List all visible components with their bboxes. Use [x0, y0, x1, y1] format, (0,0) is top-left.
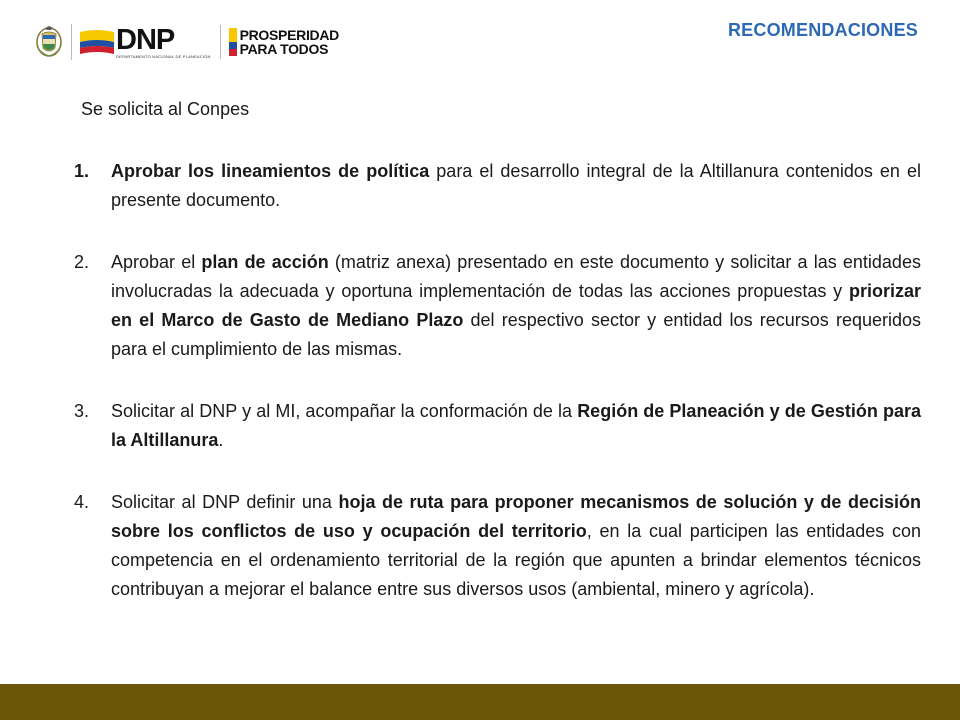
dnp-logo [80, 25, 221, 59]
section-title: RECOMENDACIONES [727, 20, 918, 40]
prosperidad-flag-icon [229, 28, 237, 56]
item-number: 2. [74, 252, 90, 272]
coat-of-arms-icon [33, 24, 65, 60]
item-text [111, 248, 921, 364]
item-plain: Aprobar el [111, 252, 202, 272]
item-number: 4. [74, 492, 90, 512]
prosperidad-line-2: PARA TODOS [239, 41, 329, 57]
item-bold: hoja de ruta para proponer mecanismos de solución y de decisión sobre los conflictos de uso y ocupación del territorio [111, 492, 921, 541]
prosperidad-logo [229, 28, 339, 56]
item-text [111, 397, 921, 455]
item-bold: plan de acción [201, 252, 329, 272]
item-plain: Solicitar al DNP definir una [111, 492, 339, 512]
item-plain: Solicitar al DNP y al MI, acompañar la conformación de la [111, 401, 578, 421]
logo-divider [71, 24, 72, 60]
dnp-subtitle: DEPARTAMENTO NACIONAL DE PLANEACIÓN [116, 53, 211, 59]
list-item [74, 157, 921, 215]
item-plain: , en la cual participen las entidades con competencia en el ordenamiento territorial de la región que apunten a brindar elementos técnicos contribuyan a mejorar el balance entre sus diversos usos (ambiental, minero y agrícola). [111, 521, 922, 599]
intro-text: Se solicita al Conpes [81, 99, 250, 119]
item-text [111, 488, 921, 604]
header-logos [33, 22, 339, 62]
prosperidad-line-1: PROSPERIDAD [239, 27, 339, 43]
colombia-flag-icon [80, 28, 114, 56]
item-number: 1. [74, 161, 90, 181]
list-item [74, 397, 921, 455]
footer-bar [0, 684, 960, 720]
item-plain: para el desarrollo integral de la Altillanura contenidos en el presente documento. [111, 161, 922, 210]
recommendations-list [74, 157, 921, 637]
item-plain: (matriz anexa) presentado en este documento y solicitar a las entidades involucradas la adecuada y oportuna implementación de todas las acciones propuestas y [111, 252, 921, 301]
item-bold: Región de Planeación y de Gestión para la Altillanura [111, 401, 921, 450]
dnp-wordmark: DNP [116, 23, 175, 56]
item-plain: del respectivo sector y entidad los recursos requeridos para el cumplimiento de las mismas. [111, 310, 922, 359]
item-bold: Aprobar los lineamientos de política [111, 161, 430, 181]
list-item [74, 248, 921, 364]
list-item [74, 488, 921, 604]
item-plain: . [218, 430, 224, 450]
item-text [111, 157, 921, 215]
item-number: 3. [74, 401, 90, 421]
item-bold: priorizar en el Marco de Gasto de Mediano Plazo [111, 281, 921, 330]
